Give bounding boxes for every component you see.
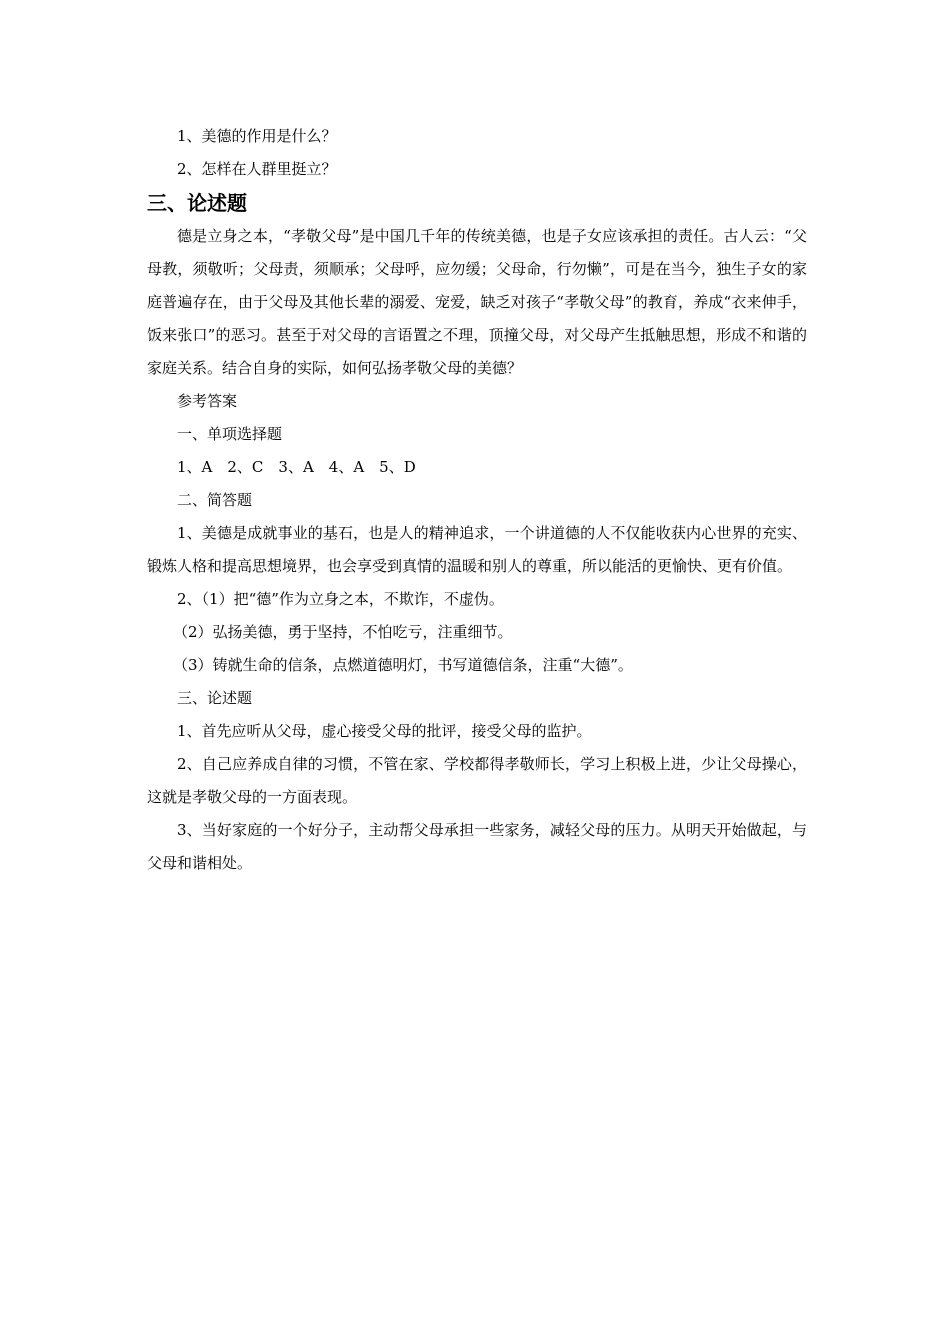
answers-part2-a2-3: （3）铸就生命的信条，点燃道德明灯，书写道德信条，注重“大德”。 xyxy=(173,656,633,674)
answers-part2-a2-1: 2、（1）把“德”作为立身之本，不欺诈，不虚伪。 xyxy=(177,590,504,608)
answers-part3-a3: 3、当好家庭的一个好分子，主动帮父母承担一些家务，减轻父母的压力。从明天开始做起，与父母和谐相处。 xyxy=(147,821,807,872)
question-1: 1、美德的作用是什么？ xyxy=(177,127,337,145)
answers-part2-title: 二、简答题 xyxy=(177,491,253,509)
document-content xyxy=(147,120,807,880)
answers-part3-title: 三、论述题 xyxy=(177,689,253,707)
question-2: 2、怎样在人群里挺立？ xyxy=(177,160,337,178)
answers-part3-a1: 1、首先应听从父母，虚心接受父母的批评，接受父母的监护。 xyxy=(177,722,592,740)
essay-question: 德是立身之本，“孝敬父母”是中国几千年的传统美德，也是子女应该承担的责任。古人云：“父母教，须敬听；父母责，须顺承；父母呼，应勿缓；父母命，行勿懒”，可是在当今，独生子女的家庭普遍存在，由于父母及其他长辈的溺爱、宠爱，缺乏对孩子“孝敬父母”的教育，养成“衣来伸手，饭来张口”的恶习。甚至于对父母的言语置之不理，顶撞父母，对父母产生抵触思想，形成不和谐的家庭关系。结合自身的实际，如何弘扬孝敬父母的美德？ xyxy=(147,227,807,377)
answers-part1-line: 1、A 2、C 3、A 4、A 5、D xyxy=(177,458,416,476)
answers-part2-a1: 1、美德是成就事业的基石，也是人的精神追求，一个讲道德的人不仅能收获内心世界的充实、锻炼人格和提高思想境界，也会享受到真情的温暖和别人的尊重，所以能活的更愉快、更有价值。 xyxy=(147,524,807,575)
answers-part3-a2: 2、自己应养成自律的习惯，不管在家、学校都得孝敬师长，学习上积极上进，少让父母操心，这就是孝敬父母的一方面表现。 xyxy=(147,755,807,806)
answers-title: 参考答案 xyxy=(177,392,238,410)
section-heading-essay: 三、论述题 xyxy=(147,191,247,215)
answers-part2-a2-2: （2）弘扬美德，勇于坚持，不怕吃亏，注重细节。 xyxy=(173,623,513,641)
answers-part1-title: 一、单项选择题 xyxy=(177,425,283,443)
